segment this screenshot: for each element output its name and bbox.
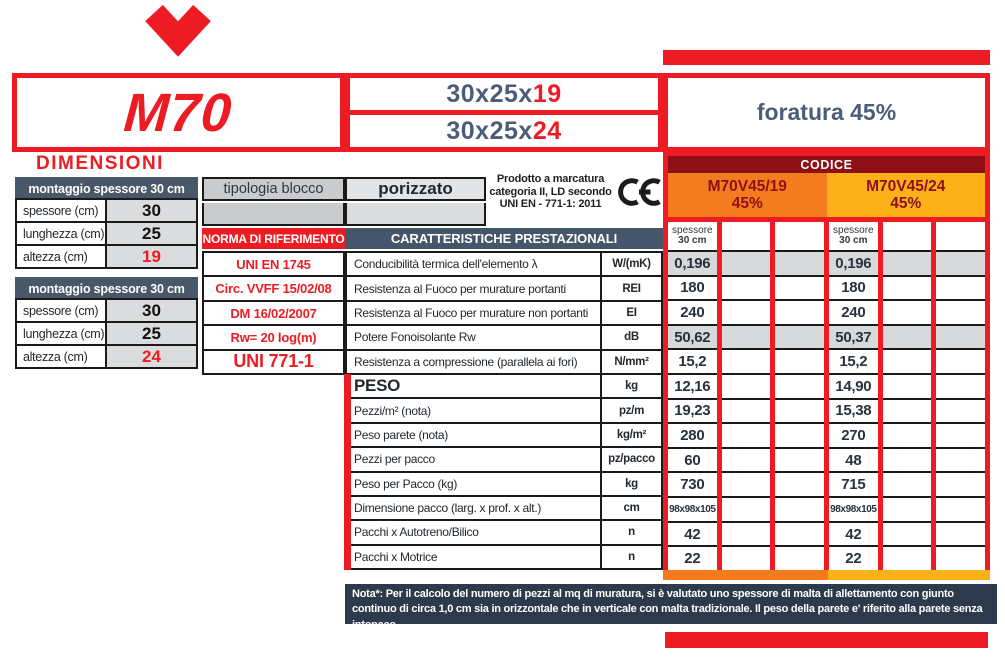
- value-cell: 98x98x105: [829, 496, 878, 521]
- top-red-bar: [663, 50, 990, 65]
- car-row-unit: cm: [600, 497, 661, 519]
- value-cell: 15,2: [668, 348, 717, 373]
- table-row: [15, 344, 198, 369]
- table-row: [15, 321, 198, 346]
- value-cell-empty: [936, 422, 985, 447]
- value-cell-empty: [775, 275, 824, 300]
- car-row: [347, 324, 661, 348]
- norma-item: DM 16/02/2007: [202, 300, 345, 326]
- codice-value: M70V45/19: [707, 177, 787, 195]
- codice-cell-24: [827, 173, 986, 217]
- car-row-label: PESO: [354, 376, 401, 396]
- table-row: [15, 198, 198, 223]
- value-cell: 0,196: [829, 250, 878, 275]
- column-header-spessore: [829, 222, 878, 250]
- tipologia-value: porizzato: [345, 177, 486, 201]
- car-row-label: Dimensione pacco (larg. x prof. x alt.): [354, 501, 542, 516]
- car-row: [347, 544, 661, 568]
- value-cell-empty: [883, 545, 932, 570]
- spessore-value: 30 cm: [678, 235, 707, 246]
- value-cell: 50,37: [829, 324, 878, 349]
- block-size-1: [350, 78, 658, 110]
- car-row-unit: n: [600, 546, 661, 568]
- norma-item: Rw= 20 log(m): [202, 324, 345, 350]
- spessore-value: 30 cm: [839, 235, 868, 246]
- codice-cells: [668, 173, 985, 217]
- spessore-label: spessore: [833, 224, 874, 236]
- arrow-down-icon: [141, 2, 215, 58]
- value-cell-empty: [722, 471, 771, 496]
- value-cell-empty: [883, 496, 932, 521]
- codice-percentage: 45%: [731, 195, 763, 212]
- dim-value: 30: [107, 300, 196, 321]
- value-cell-empty: [883, 250, 932, 275]
- value-cell-empty: [883, 471, 932, 496]
- ce-mark-icon: [616, 176, 662, 208]
- car-row: [347, 253, 661, 275]
- value-cell-empty: [936, 373, 985, 398]
- spessore-label: spessore: [672, 224, 713, 236]
- car-row-unit: W/(mK): [600, 253, 661, 275]
- value-cell-empty: [775, 521, 824, 546]
- value-cell: 15,38: [829, 398, 878, 423]
- value-cell: 240: [668, 299, 717, 324]
- car-row-label: Conducibilità termica dell'elemento λ: [354, 257, 538, 272]
- value-cell-empty: [775, 299, 824, 324]
- block-size-2: [350, 110, 658, 147]
- value-cell: 180: [668, 275, 717, 300]
- value-cell: 730: [668, 471, 717, 496]
- car-row-unit: kg: [600, 473, 661, 495]
- value-cell-empty: [775, 250, 824, 275]
- value-cell: 280: [668, 422, 717, 447]
- value-cell: 12,16: [668, 373, 717, 398]
- value-cell-empty: [775, 373, 824, 398]
- value-cell-empty: [883, 521, 932, 546]
- car-row-label: Resistenza al Fuoco per murature portanti: [354, 281, 566, 296]
- value-cell-empty: [936, 324, 985, 349]
- value-cell-empty: [936, 398, 985, 423]
- value-cell-empty: [775, 447, 824, 472]
- value-column-empty: [936, 222, 985, 570]
- norma-item: Circ. VVFF 15/02/08: [202, 275, 345, 301]
- foratura-label: foratura 45%: [756, 99, 897, 125]
- car-row-label: Pezzi per pacco: [354, 452, 435, 467]
- car-row-unit: kg: [600, 375, 661, 397]
- value-cell-empty: [722, 250, 771, 275]
- nota-bar: Nota*: Per il calcolo del numero di pezzi al mq di muratura, si è valutato uno spessore di malta di allettamento con giunto continuo di circa 1,0 cm sia in orizzontale che in verticale con malta tradizionale. Il peso della parete e' riferito alla parete senza intonaco: [345, 584, 997, 624]
- value-cell-empty: [775, 422, 824, 447]
- value-cell-empty: [722, 373, 771, 398]
- value-cell: 48: [829, 447, 878, 472]
- size-height: 24: [532, 116, 562, 145]
- value-cell: 50,62: [668, 324, 717, 349]
- value-cell-empty: [775, 496, 824, 521]
- value-column-empty: [883, 222, 932, 570]
- value-cell: 15,2: [829, 348, 878, 373]
- car-row-label: Pezzi/m² (nota): [354, 403, 431, 418]
- dim-label: altezza (cm): [17, 346, 107, 367]
- car-row: [347, 471, 661, 495]
- value-cell-empty: [936, 447, 985, 472]
- value-cell: 22: [668, 545, 717, 570]
- ce-marking-line: UNI EN - 771-1: 2011: [499, 198, 602, 211]
- column-header-blank: [775, 222, 824, 250]
- dim-label: spessore (cm): [17, 300, 107, 321]
- car-row-label: Peso per Pacco (kg): [354, 476, 458, 491]
- car-row: [347, 300, 661, 324]
- ce-marking-block: [488, 162, 663, 222]
- size-height: 19: [532, 79, 562, 108]
- column-header-blank: [936, 222, 985, 250]
- value-cell-empty: [722, 275, 771, 300]
- dim-label: lunghezza (cm): [17, 323, 107, 344]
- size-prefix: 30x25x: [446, 79, 533, 108]
- tipologia-empty-cell: [202, 203, 345, 226]
- value-cell-empty: [936, 545, 985, 570]
- value-cell-empty: [883, 373, 932, 398]
- size-prefix: 30x25x: [446, 116, 533, 145]
- value-cell: 98x98x105: [668, 496, 717, 521]
- bottom-red-bar: [665, 632, 988, 648]
- car-row: [347, 422, 661, 446]
- value-column-empty: [722, 222, 771, 570]
- value-cell-empty: [936, 275, 985, 300]
- table-row: [15, 244, 198, 269]
- norma-list: [202, 251, 345, 375]
- car-row-label: Resistenza al Fuoco per murature non portanti: [354, 305, 588, 320]
- value-cell: 180: [829, 275, 878, 300]
- dim-value: 25: [107, 223, 196, 244]
- table-row: [15, 221, 198, 246]
- value-column-19: [668, 222, 717, 570]
- car-row: [347, 275, 661, 299]
- value-cell-empty: [722, 324, 771, 349]
- car-row-unit: dB: [600, 326, 661, 348]
- value-cell-empty: [936, 521, 985, 546]
- car-row-label: Resistenza a compressione (parallela ai fori): [354, 354, 578, 369]
- column-header-blank: [883, 222, 932, 250]
- value-cell-empty: [722, 496, 771, 521]
- dim-value: 25: [107, 323, 196, 344]
- value-cell-empty: [722, 447, 771, 472]
- codice-value: M70V45/24: [866, 177, 946, 195]
- norma-item: UNI 771-1: [202, 349, 345, 375]
- value-cell-empty: [722, 521, 771, 546]
- dim-value: 30: [107, 200, 196, 221]
- car-row-unit: EI: [600, 302, 661, 324]
- car-row: [347, 373, 661, 397]
- caratteristiche-header: CARATTERISTICHE PRESTAZIONALI: [345, 228, 663, 249]
- car-row: [347, 349, 661, 373]
- value-cell-empty: [883, 398, 932, 423]
- value-cell-empty: [883, 447, 932, 472]
- value-cell: 42: [829, 521, 878, 546]
- dim-label: lunghezza (cm): [17, 223, 107, 244]
- foratura-box: [663, 73, 990, 152]
- car-row-unit: REI: [600, 277, 661, 299]
- value-cell: 0,196: [668, 250, 717, 275]
- value-cell-empty: [775, 324, 824, 349]
- value-cell-empty: [936, 250, 985, 275]
- value-cell-empty: [722, 348, 771, 373]
- value-cell: 22: [829, 545, 878, 570]
- dim-label: spessore (cm): [17, 200, 107, 221]
- car-row: [347, 495, 661, 519]
- value-cell-empty: [883, 422, 932, 447]
- codice-percentage: 45%: [890, 195, 922, 212]
- dim-value: 19: [107, 246, 196, 267]
- value-cell-empty: [883, 348, 932, 373]
- column-header-spessore: [668, 222, 717, 250]
- value-cell-empty: [936, 299, 985, 324]
- value-column-24: [829, 222, 878, 570]
- value-cell-empty: [883, 275, 932, 300]
- caratteristiche-table: [345, 251, 663, 570]
- value-cell: 60: [668, 447, 717, 472]
- dimensions-table-24: [15, 277, 198, 369]
- codice-header: CODICE: [668, 156, 985, 173]
- codice-cell-19: [668, 173, 827, 217]
- car-row-unit: kg/m²: [600, 424, 661, 446]
- value-cell: 715: [829, 471, 878, 496]
- table-row: [15, 298, 198, 323]
- car-row-unit: N/mm²: [600, 351, 661, 373]
- car-row: [347, 519, 661, 543]
- value-cell: 14,90: [829, 373, 878, 398]
- value-cell: 270: [829, 422, 878, 447]
- value-cell-empty: [775, 471, 824, 496]
- dim-table-header: montaggio spessore 30 cm: [15, 177, 198, 200]
- block-sizes-box: [345, 73, 663, 152]
- car-row-unit: pz/m: [600, 399, 661, 421]
- dimensioni-title: DIMENSIONI: [36, 153, 164, 174]
- values-grid: [663, 222, 990, 570]
- dimensions-table-19: [15, 177, 198, 269]
- value-cell: 42: [668, 521, 717, 546]
- value-cell-empty: [775, 398, 824, 423]
- car-row-label: Pacchi x Motrice: [354, 549, 438, 564]
- value-cell-empty: [775, 348, 824, 373]
- dim-label: altezza (cm): [17, 246, 107, 267]
- value-cell-empty: [722, 398, 771, 423]
- dim-table-header: montaggio spessore 30 cm: [15, 277, 198, 300]
- value-cell-empty: [883, 299, 932, 324]
- value-cell-empty: [936, 496, 985, 521]
- value-cell-empty: [722, 299, 771, 324]
- value-cell-empty: [936, 471, 985, 496]
- car-row-label: Pacchi x Autotreno/Bilico: [354, 525, 479, 540]
- footer-bar-orange: [663, 570, 828, 580]
- ce-marking-text: [489, 173, 611, 211]
- column-header-blank: [722, 222, 771, 250]
- value-cell: 19,23: [668, 398, 717, 423]
- ce-marking-line: Prodotto a marcatura: [496, 173, 605, 186]
- value-cell-empty: [722, 545, 771, 570]
- dim-value: 24: [107, 346, 196, 367]
- product-name: M70: [122, 82, 235, 143]
- value-cell: 240: [829, 299, 878, 324]
- tipologia-empty-cell: [345, 203, 486, 226]
- value-column-empty: [775, 222, 824, 570]
- norma-di-riferimento-header: NORMA DI RIFERIMENTO: [202, 228, 345, 249]
- value-cell-empty: [775, 545, 824, 570]
- peso-group-red-bar: [344, 374, 351, 570]
- value-cell-empty: [722, 422, 771, 447]
- value-cell-empty: [936, 348, 985, 373]
- ce-marking-line: categoria II, LD secondo: [489, 185, 612, 198]
- codice-box: [663, 151, 990, 222]
- car-row-label: Potere Fonoisolante Rw: [354, 330, 476, 345]
- tipologia-blocco-header: tipologia blocco: [202, 177, 345, 201]
- product-name-box: [12, 73, 345, 152]
- car-row-unit: n: [600, 521, 661, 543]
- car-row-label: Peso parete (nota): [354, 427, 448, 442]
- car-row: [347, 397, 661, 421]
- value-cell-empty: [883, 324, 932, 349]
- norma-item: UNI EN 1745: [202, 251, 345, 277]
- car-row-unit: pz/pacco: [600, 448, 661, 470]
- car-row: [347, 446, 661, 470]
- footer-bar-yellow: [828, 570, 990, 580]
